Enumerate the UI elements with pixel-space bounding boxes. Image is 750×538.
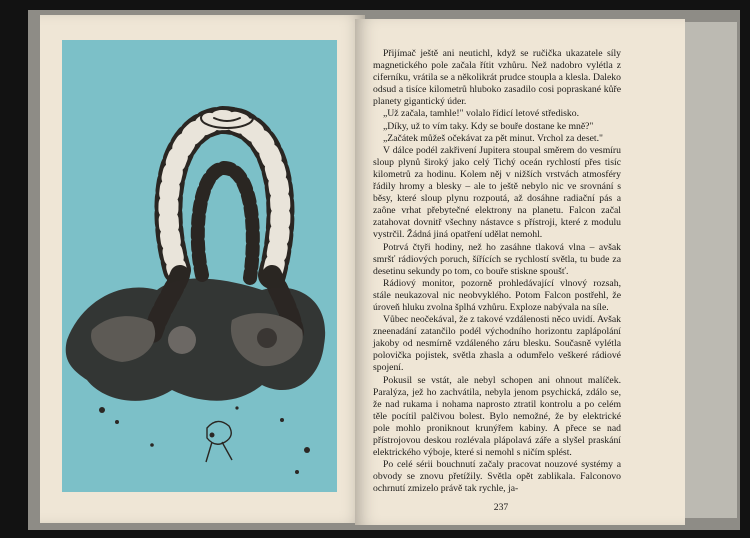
page-stack-edge [682, 22, 737, 518]
dark-mass [66, 278, 325, 400]
page-number: 237 [493, 502, 509, 513]
illustration [62, 40, 337, 492]
paragraph: Rádiový monitor, pozorně prohledávající vlnový rozsah, stále neukazoval nic neobvyklého. Potom Falcon postřehl, že úroveň hluku zvolna šplhá vzhůru. Exploze nabývala na síle. [373, 277, 621, 313]
page-text [373, 48, 621, 495]
paragraph: V dálce podél zakřivení Jupitera stoupal směrem do vesmíru sloup plynů široký jako celý Tichý oceán rychlostí přes tisíc kilometrů za hodinu. Kolem něj v nižších vrstvách atmosféry řádily hromy a blesky – ale to ještě nebylo nic ve srovnání s běsy, které sloup plynu rozpoutá, až dosáhne radiační pás a zaône vrhat přebytečné elektrony na planetu. Falcon začal zatahovat dovnitř všechny nástavce s přístroji, které z modulu vystrčil. Žádná jiná opatření udělat nemohl. [373, 144, 621, 241]
paragraph: Přijímač ještě ani neutichl, když se ručička ukazatele síly magnetického pole začala řítit vzhůru. Než nadobro vylétla z ciferníku, vrátila se a několikrát prudce stoupla a klesla. Daleko odsud a tisíce kilometrů hluboko zasadilo cosi popraskané kůře planety gigantický úder. [373, 48, 621, 108]
paragraph: Po celé sérii bouchnutí začaly pracovat nouzové systémy a obvody se znovu přetížily. Světla opět zablikala. Falconovo ochrnutí zmizelo právě tak rychle, ja- [373, 459, 621, 495]
paragraph: Pokusil se vstát, ale nebyl schopen ani ohnout malíček. Paralýza, jež ho zachvátila, nebyla jenom psychická, zdálo se, že nad rukama i nohama naprosto ztratil kontrolu a po celém těle pocítil palčivou bolest. Bylo nemožné, že by elektrické pole mohlo proniknout krunýřem kabiny. A přece se nad přístrojovou deskou rozlévala plápolavá záře a slyšel praskání elektrického výboje, které si nemohl s ničím splést. [373, 374, 621, 459]
paragraph: Vůbec neočekával, že z takové vzdálenosti něco uvidí. Avšak zneenadání zatančilo podél východního horizontu zaplápolání jakoby od nesmírně vzdáleného záru blesku. Současně vylétla polovička pojistek, světla zhasla a odumřelo veškeré rádiové spojení. [373, 314, 621, 374]
paragraph: Potrvá čtyři hodiny, než ho zasáhne tlaková vlna – avšak smršť rádiových poruch, šířících se rychlostí světla, tu bude za desetinu sekundy po tom, co bouře stiskne spoušť. [373, 241, 621, 277]
paragraph: „Už začala, tamhle!" volalo řídicí letové středisko. [383, 108, 580, 120]
paragraph: „Díky, už to vím taky. Kdy se bouře dostane ke mně?" [383, 120, 594, 132]
paragraph: „Začátek můžeš očekávat za pět minut. Vrchol za deset." [383, 132, 603, 144]
illustration-art [62, 40, 337, 492]
